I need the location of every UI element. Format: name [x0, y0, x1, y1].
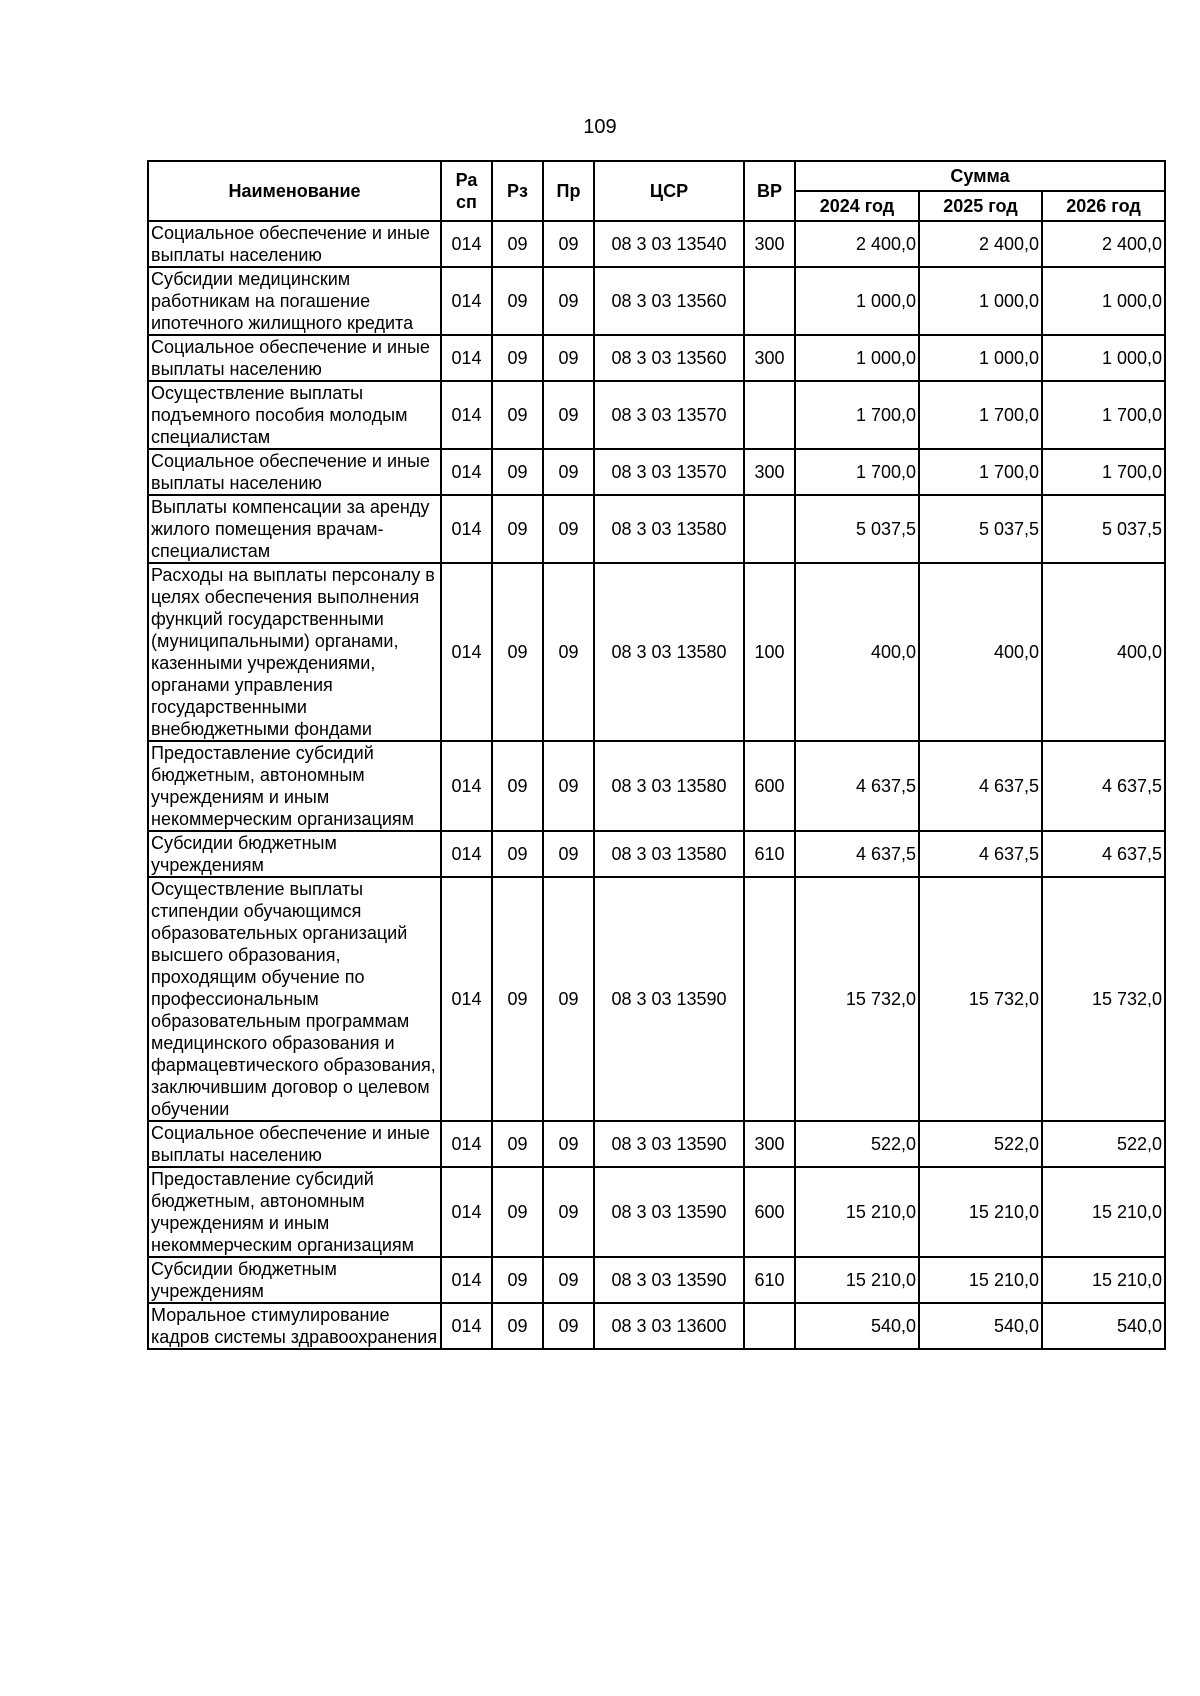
cell-amount-2025: 2 400,0 — [919, 221, 1042, 267]
cell-csr: 08 3 03 13590 — [594, 1257, 744, 1303]
cell-csr: 08 3 03 13580 — [594, 831, 744, 877]
cell-rasp: 014 — [441, 449, 492, 495]
cell-rz: 09 — [492, 741, 543, 831]
cell-csr: 08 3 03 13540 — [594, 221, 744, 267]
cell-pr: 09 — [543, 1121, 594, 1167]
cell-pr: 09 — [543, 381, 594, 449]
cell-amount-2025: 4 637,5 — [919, 831, 1042, 877]
cell-rz: 09 — [492, 267, 543, 335]
cell-vr: 300 — [744, 449, 795, 495]
table-row — [148, 563, 1165, 741]
cell-amount-2024: 1 700,0 — [795, 449, 919, 495]
cell-rz: 09 — [492, 381, 543, 449]
cell-name: Расходы на выплаты персоналу в целях обеспечения выполнения функций государственными (муниципальными) органами, казенными учреждениями, органами управления государственными внебюджетными фондами — [148, 563, 441, 741]
cell-rz: 09 — [492, 1257, 543, 1303]
cell-csr: 08 3 03 13580 — [594, 495, 744, 563]
cell-amount-2026: 5 037,5 — [1042, 495, 1165, 563]
cell-pr: 09 — [543, 221, 594, 267]
cell-amount-2025: 522,0 — [919, 1121, 1042, 1167]
header-sum: Сумма — [795, 161, 1165, 191]
cell-name: Социальное обеспечение и иные выплаты населению — [148, 221, 441, 267]
cell-rz: 09 — [492, 449, 543, 495]
table-row — [148, 335, 1165, 381]
cell-amount-2025: 400,0 — [919, 563, 1042, 741]
cell-name: Субсидии бюджетным учреждениям — [148, 1257, 441, 1303]
cell-amount-2026: 1 700,0 — [1042, 449, 1165, 495]
cell-pr: 09 — [543, 563, 594, 741]
cell-vr: 300 — [744, 221, 795, 267]
header-rz: Рз — [492, 161, 543, 221]
table-row — [148, 877, 1165, 1121]
cell-rasp: 014 — [441, 877, 492, 1121]
cell-rasp: 014 — [441, 741, 492, 831]
cell-rasp: 014 — [441, 1303, 492, 1349]
cell-amount-2026: 4 637,5 — [1042, 831, 1165, 877]
cell-name: Социальное обеспечение и иные выплаты населению — [148, 1121, 441, 1167]
cell-rz: 09 — [492, 495, 543, 563]
cell-rz: 09 — [492, 1303, 543, 1349]
cell-amount-2026: 15 210,0 — [1042, 1167, 1165, 1257]
cell-amount-2025: 15 210,0 — [919, 1257, 1042, 1303]
cell-amount-2025: 1 700,0 — [919, 449, 1042, 495]
table-row — [148, 449, 1165, 495]
cell-vr: 100 — [744, 563, 795, 741]
table-row — [148, 1121, 1165, 1167]
cell-amount-2025: 4 637,5 — [919, 741, 1042, 831]
cell-rasp: 014 — [441, 495, 492, 563]
table-row — [148, 221, 1165, 267]
cell-rasp: 014 — [441, 267, 492, 335]
cell-name: Социальное обеспечение и иные выплаты населению — [148, 449, 441, 495]
cell-rz: 09 — [492, 877, 543, 1121]
cell-rasp: 014 — [441, 221, 492, 267]
cell-csr: 08 3 03 13570 — [594, 381, 744, 449]
cell-amount-2024: 522,0 — [795, 1121, 919, 1167]
cell-rz: 09 — [492, 1121, 543, 1167]
cell-amount-2025: 15 732,0 — [919, 877, 1042, 1121]
cell-amount-2026: 1 000,0 — [1042, 267, 1165, 335]
cell-vr: 300 — [744, 1121, 795, 1167]
cell-amount-2025: 1 000,0 — [919, 335, 1042, 381]
header-2024: 2024 год — [795, 191, 919, 221]
cell-amount-2026: 2 400,0 — [1042, 221, 1165, 267]
cell-name: Предоставление субсидий бюджетным, автономным учреждениям и иным некоммерческим организациям — [148, 741, 441, 831]
table-row — [148, 495, 1165, 563]
cell-csr: 08 3 03 13580 — [594, 741, 744, 831]
budget-table — [147, 160, 1166, 1350]
header-pr: Пр — [543, 161, 594, 221]
cell-rz: 09 — [492, 1167, 543, 1257]
cell-amount-2024: 15 210,0 — [795, 1257, 919, 1303]
cell-amount-2024: 540,0 — [795, 1303, 919, 1349]
table-row — [148, 831, 1165, 877]
cell-amount-2026: 540,0 — [1042, 1303, 1165, 1349]
cell-csr: 08 3 03 13600 — [594, 1303, 744, 1349]
cell-pr: 09 — [543, 1257, 594, 1303]
cell-vr: 600 — [744, 1167, 795, 1257]
table-body — [148, 221, 1165, 1349]
table-row — [148, 1257, 1165, 1303]
cell-name: Предоставление субсидий бюджетным, автономным учреждениям и иным некоммерческим организациям — [148, 1167, 441, 1257]
cell-name: Субсидии бюджетным учреждениям — [148, 831, 441, 877]
cell-amount-2026: 522,0 — [1042, 1121, 1165, 1167]
cell-pr: 09 — [543, 1167, 594, 1257]
header-csr: ЦСР — [594, 161, 744, 221]
cell-rasp: 014 — [441, 335, 492, 381]
header-rasp: Ра сп — [441, 161, 492, 221]
table-row — [148, 267, 1165, 335]
cell-csr: 08 3 03 13590 — [594, 1121, 744, 1167]
header-vr: ВР — [744, 161, 795, 221]
cell-rz: 09 — [492, 831, 543, 877]
cell-rasp: 014 — [441, 381, 492, 449]
cell-amount-2024: 15 210,0 — [795, 1167, 919, 1257]
cell-vr: 600 — [744, 741, 795, 831]
cell-csr: 08 3 03 13590 — [594, 877, 744, 1121]
header-2026: 2026 год — [1042, 191, 1165, 221]
table-row — [148, 1303, 1165, 1349]
cell-amount-2025: 1 000,0 — [919, 267, 1042, 335]
cell-amount-2026: 15 210,0 — [1042, 1257, 1165, 1303]
cell-pr: 09 — [543, 741, 594, 831]
cell-pr: 09 — [543, 1303, 594, 1349]
table-row — [148, 1167, 1165, 1257]
cell-amount-2024: 400,0 — [795, 563, 919, 741]
cell-amount-2024: 1 000,0 — [795, 267, 919, 335]
cell-amount-2024: 4 637,5 — [795, 831, 919, 877]
cell-amount-2025: 5 037,5 — [919, 495, 1042, 563]
cell-vr: 300 — [744, 335, 795, 381]
cell-name: Осуществление выплаты подъемного пособия молодым специалистам — [148, 381, 441, 449]
cell-vr: 610 — [744, 1257, 795, 1303]
cell-rasp: 014 — [441, 1121, 492, 1167]
cell-rasp: 014 — [441, 1167, 492, 1257]
cell-csr: 08 3 03 13560 — [594, 335, 744, 381]
cell-pr: 09 — [543, 449, 594, 495]
cell-amount-2026: 4 637,5 — [1042, 741, 1165, 831]
table-row — [148, 381, 1165, 449]
cell-pr: 09 — [543, 877, 594, 1121]
cell-amount-2026: 15 732,0 — [1042, 877, 1165, 1121]
cell-amount-2024: 4 637,5 — [795, 741, 919, 831]
cell-vr — [744, 495, 795, 563]
cell-rasp: 014 — [441, 563, 492, 741]
cell-pr: 09 — [543, 495, 594, 563]
cell-amount-2026: 1 000,0 — [1042, 335, 1165, 381]
cell-rasp: 014 — [441, 1257, 492, 1303]
cell-amount-2025: 15 210,0 — [919, 1167, 1042, 1257]
cell-rz: 09 — [492, 335, 543, 381]
cell-amount-2024: 1 700,0 — [795, 381, 919, 449]
cell-csr: 08 3 03 13570 — [594, 449, 744, 495]
cell-vr — [744, 267, 795, 335]
cell-csr: 08 3 03 13560 — [594, 267, 744, 335]
cell-csr: 08 3 03 13590 — [594, 1167, 744, 1257]
cell-amount-2024: 15 732,0 — [795, 877, 919, 1121]
cell-vr: 610 — [744, 831, 795, 877]
cell-amount-2024: 1 000,0 — [795, 335, 919, 381]
cell-vr — [744, 1303, 795, 1349]
cell-pr: 09 — [543, 831, 594, 877]
cell-amount-2024: 5 037,5 — [795, 495, 919, 563]
cell-amount-2026: 400,0 — [1042, 563, 1165, 741]
cell-name: Моральное стимулирование кадров системы здравоохранения — [148, 1303, 441, 1349]
cell-csr: 08 3 03 13580 — [594, 563, 744, 741]
header-name: Наименование — [148, 161, 441, 221]
cell-rz: 09 — [492, 221, 543, 267]
cell-pr: 09 — [543, 267, 594, 335]
cell-name: Социальное обеспечение и иные выплаты населению — [148, 335, 441, 381]
cell-rasp: 014 — [441, 831, 492, 877]
cell-pr: 09 — [543, 335, 594, 381]
page-number: 109 — [583, 116, 617, 138]
cell-name: Субсидии медицинским работникам на погашение ипотечного жилищного кредита — [148, 267, 441, 335]
cell-amount-2024: 2 400,0 — [795, 221, 919, 267]
header-2025: 2025 год — [919, 191, 1042, 221]
cell-vr — [744, 877, 795, 1121]
cell-name: Выплаты компенсации за аренду жилого помещения врачам-специалистам — [148, 495, 441, 563]
cell-rz: 09 — [492, 563, 543, 741]
cell-amount-2025: 540,0 — [919, 1303, 1042, 1349]
table-row — [148, 741, 1165, 831]
cell-vr — [744, 381, 795, 449]
cell-amount-2025: 1 700,0 — [919, 381, 1042, 449]
cell-amount-2026: 1 700,0 — [1042, 381, 1165, 449]
cell-name: Осуществление выплаты стипендии обучающимся образовательных организаций высшего образования, проходящим обучение по профессиональным образовательным программам медицинского образования и фармацевтического образования, заключившим договор о целевом обучении — [148, 877, 441, 1121]
header-row — [148, 161, 1165, 191]
